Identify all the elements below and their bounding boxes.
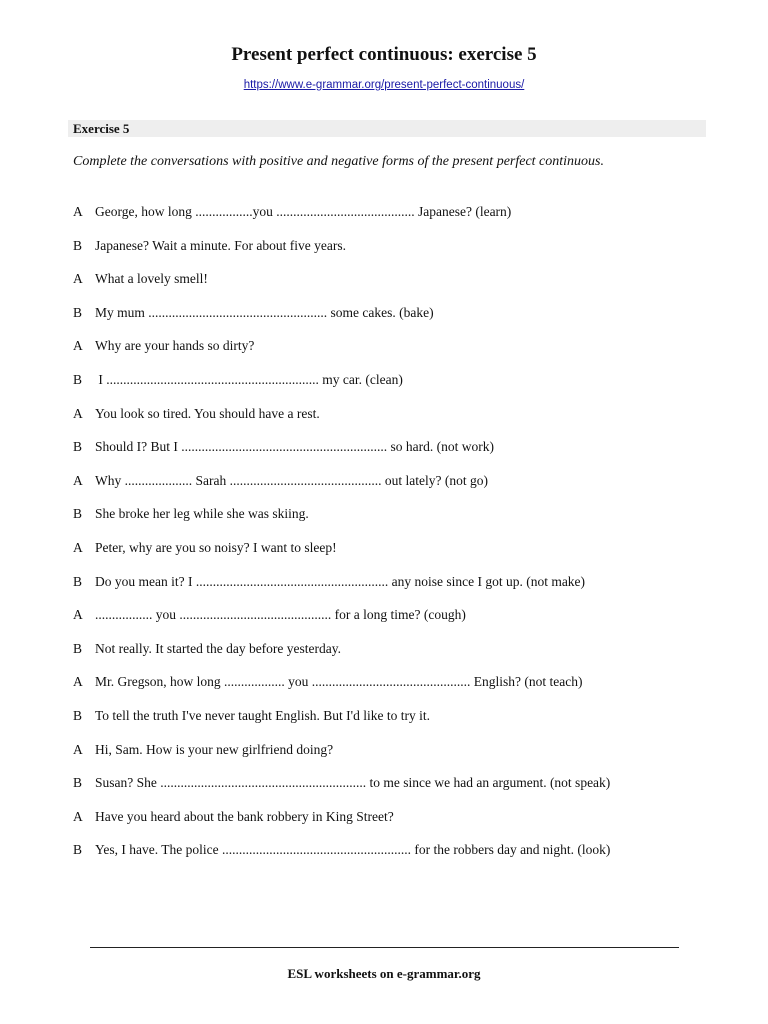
speaker-label: B [73, 640, 83, 656]
dialogue-text: Why .................... Sarah ............................................. out lately? (not go) [95, 472, 488, 488]
dialogue-line [73, 269, 723, 303]
dialogue-line [73, 605, 723, 639]
exercise-label: Exercise 5 [73, 121, 130, 136]
dialogue-line [73, 471, 723, 505]
dialogue-text: Mr. Gregson, how long .................. you ............................................... English? (not teach) [95, 674, 583, 690]
speaker-label: A [73, 539, 83, 555]
dialogue-text: Hi, Sam. How is your new girlfriend doing? [95, 741, 334, 757]
source-link-container [0, 77, 768, 93]
dialogue-line [73, 572, 723, 606]
dialogue-list [73, 202, 723, 874]
dialogue-line [73, 236, 723, 270]
speaker-label: A [73, 271, 83, 287]
dialogue-text: To tell the truth I've never taught English. But I'd like to try it. [95, 707, 430, 723]
dialogue-line [73, 303, 723, 337]
speaker-label: B [73, 304, 83, 320]
dialogue-text: Have you heard about the bank robbery in King Street? [95, 808, 394, 824]
dialogue-line [73, 773, 723, 807]
dialogue-line [73, 370, 723, 404]
dialogue-text: My mum ..................................................... some cakes. (bake) [95, 304, 434, 320]
speaker-label: B [73, 237, 83, 253]
dialogue-text: You look so tired. You should have a rest. [95, 405, 320, 421]
speaker-label: B [73, 842, 83, 858]
dialogue-line [73, 437, 723, 471]
speaker-label: A [73, 338, 83, 354]
footer-text: ESL worksheets on e-grammar.org [287, 966, 481, 981]
dialogue-line [73, 672, 723, 706]
dialogue-line [73, 504, 723, 538]
dialogue-text: She broke her leg while she was skiing. [95, 506, 309, 522]
dialogue-text: What a lovely smell! [95, 271, 208, 287]
speaker-label: B [73, 506, 83, 522]
dialogue-text: Susan? She ............................................................. to me since we had an argument. (not speak) [95, 775, 611, 791]
speaker-label: B [73, 371, 83, 387]
speaker-label: A [73, 204, 83, 219]
dialogue-text: Do you mean it? I ......................................................... any noise since I got up. (not make) [95, 573, 586, 589]
dialogue-text: Should I? But I ............................................................. so hard. (not work) [95, 439, 494, 455]
page-title: Present perfect continuous: exercise 5 [231, 44, 537, 65]
dialogue-text: Peter, why are you so noisy? I want to sleep! [95, 539, 337, 555]
dialogue-line [73, 202, 723, 236]
dialogue-line [73, 740, 723, 774]
footer-divider [90, 947, 679, 948]
speaker-label: A [73, 741, 83, 757]
speaker-label: A [73, 472, 83, 488]
speaker-label: B [73, 439, 83, 455]
dialogue-text: ................. you ............................................. for a long time? (cough) [95, 607, 466, 623]
dialogue-text: Not really. It started the day before yesterday. [95, 640, 342, 656]
dialogue-line [73, 538, 723, 572]
dialogue-line [73, 336, 723, 370]
speaker-label: B [73, 707, 83, 723]
source-link[interactable]: https://www.e-grammar.org/present-perfect-continuous/ [243, 79, 525, 91]
dialogue-text: Japanese? Wait a minute. For about five years. [95, 237, 346, 253]
dialogue-text: I ............................................................... my car. (clean) [95, 371, 403, 387]
exercise-header-bar [68, 120, 706, 137]
dialogue-text: George, how long .................you ......................................... Japanese? (learn) [95, 204, 512, 219]
speaker-label: B [73, 573, 83, 589]
dialogue-text: Why are your hands so dirty? [95, 338, 255, 354]
dialogue-line [73, 840, 723, 874]
dialogue-text: Yes, I have. The police ........................................................ for the robbers day and night. (look) [95, 842, 611, 858]
speaker-label: A [73, 808, 83, 824]
dialogue-line [73, 404, 723, 438]
exercise-instruction: Complete the conversations with positive and negative forms of the present perfect continuous. [73, 154, 605, 169]
dialogue-line [73, 807, 723, 841]
speaker-label: A [73, 674, 83, 690]
dialogue-line [73, 706, 723, 740]
dialogue-line [73, 639, 723, 673]
speaker-label: A [73, 607, 83, 623]
speaker-label: B [73, 775, 83, 791]
speaker-label: A [73, 405, 83, 421]
